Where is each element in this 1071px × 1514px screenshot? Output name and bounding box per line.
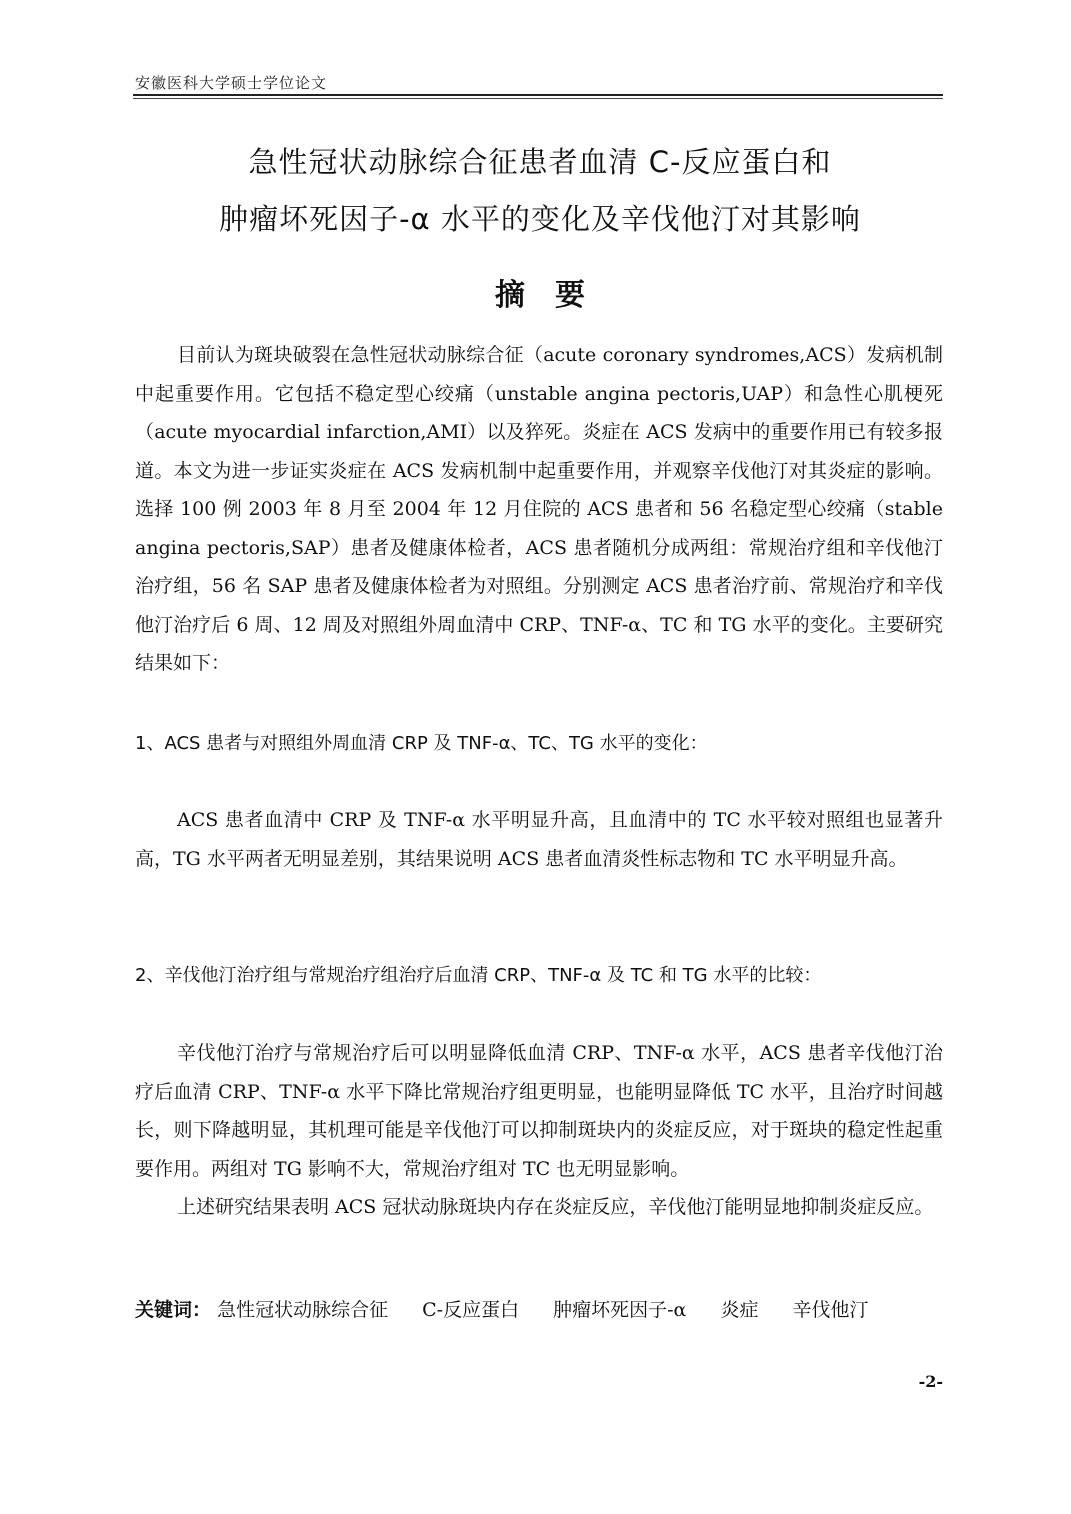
keyword: 肿瘤坏死因子-α xyxy=(553,1299,687,1321)
abstract-intro-paragraph: 目前认为斑块破裂在急性冠状动脉综合征（acute coronary syndromes,ACS）发病机制中起重要作用。它包括不稳定型心绞痛（unstable angina pectoris,UAP）和急性心肌梗死（acute myocardial infarction,AMI）以及猝死。炎症在 ACS 发病中的重要作用已有较多报道。本文为进一步证实炎症在 ACS 发病机制中起重要作用，并观察辛伐他汀对其炎症的影响。选择 100 例 2003 年 8 月至 2004 年 12 月住院的 ACS 患者和 56 名稳定型心绞痛（stable angina pectoris,SAP）患者及健康体检者，ACS 患者随机分成两组：常规治疗组和辛伐他汀治疗组，56 名 SAP 患者及健康体检者为对照组。分别测定 ACS 患者治疗前、常规治疗和辛伐他汀治疗后 6 周、12 周及对照组外周血清中 CRP、TNF-α、TC 和 TG 水平的变化。主要研究结果如下： xyxy=(135,344,943,674)
abstract-heading: 摘要 xyxy=(495,278,615,313)
keyword: C-反应蛋白 xyxy=(422,1299,520,1321)
header-rule xyxy=(133,94,943,96)
title-line-1: 急性冠状动脉综合征患者血清 C-反应蛋白和 xyxy=(248,145,832,179)
keyword: 炎症 xyxy=(720,1299,759,1321)
keywords-label: 关键词： xyxy=(135,1299,212,1321)
conclusion-paragraph: 上述研究结果表明 ACS 冠状动脉斑块内存在炎症反应，辛伐他汀能明显地抑制炎症反应。 xyxy=(177,1196,934,1218)
section-1-paragraph: ACS 患者血清中 CRP 及 TNF-α 水平明显升高，且血清中的 TC 水平较对照组也显著升高，TG 水平两者无明显差别，其结果说明 ACS 患者血清炎性标志物和 TC 水平明显升高。 xyxy=(135,809,943,870)
section-2-heading: 2、辛伐他汀治疗组与常规治疗组治疗后血清 CRP、TNF-α 及 TC 和 TG 水平的比较： xyxy=(135,965,822,986)
page-number: -2- xyxy=(918,1372,943,1391)
keyword: 急性冠状动脉综合征 xyxy=(217,1299,389,1321)
header-rule-secondary xyxy=(133,98,943,99)
section-1-heading: 1、ACS 患者与对照组外周血清 CRP 及 TNF-α、TC、TG 水平的变化： xyxy=(135,733,708,754)
keywords-line xyxy=(135,1295,943,1322)
keyword: 辛伐他汀 xyxy=(792,1299,869,1321)
title-line-2: 肿瘤坏死因子-α 水平的变化及辛伐他汀对其影响 xyxy=(219,202,861,236)
running-header: 安徽医科大学硕士学位论文 xyxy=(135,74,328,92)
section-2-paragraph: 辛伐他汀治疗与常规治疗后可以明显降低血清 CRP、TNF-α 水平，ACS 患者辛伐他汀治疗后血清 CRP、TNF-α 水平下降比常规治疗组更明显，也能明显降低 TC 水平，且治疗时间越长，则下降越明显，其机理可能是辛伐他汀可以抑制斑块内的炎症反应，对于斑块的稳定性起重要作用。两组对 TG 影响不大，常规治疗组对 TC 也无明显影响。 xyxy=(135,1042,943,1180)
